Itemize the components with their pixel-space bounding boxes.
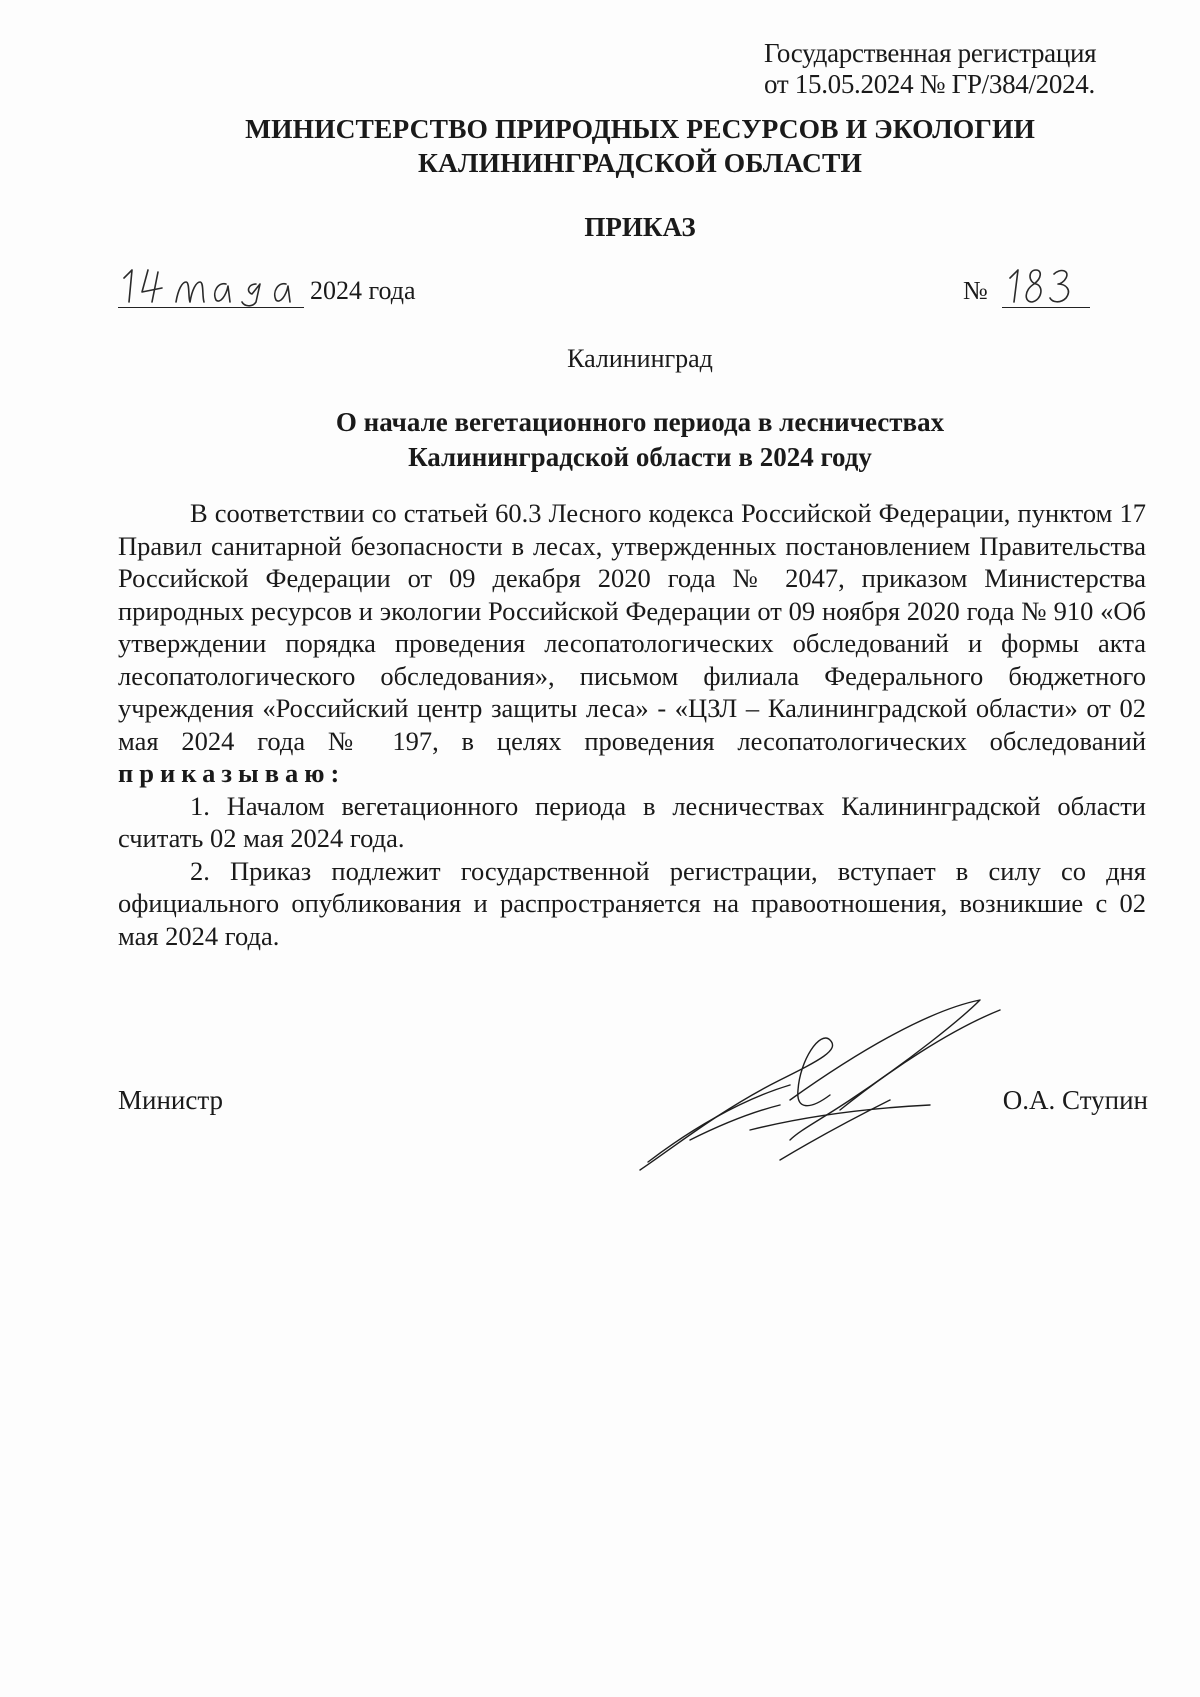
number-sign: № (963, 276, 988, 305)
date-underline (118, 307, 304, 308)
subject-line-1: О начале вегетационного периода в лесничествах (335, 407, 945, 437)
registration-line-1: Государственная регистрация (764, 38, 1097, 68)
number-underline (1002, 307, 1090, 308)
ministry-line-1: МИНИСТЕРСТВО ПРИРОДНЫХ РЕСУРСОВ И ЭКОЛОГИИ (245, 113, 1035, 144)
handwritten-date (118, 262, 308, 308)
date-number-line (118, 262, 1118, 312)
order-subject (0, 405, 1200, 475)
order-item-2: 2. Приказ подлежит государственной регистрации, вступает в силу со дня официального опубликования и распространяется на правоотношения, возникшие с 02 мая 2024 года. (118, 855, 1146, 951)
ministry-name (0, 112, 1200, 180)
subject-line-2: Калининградской области в 2024 году (408, 442, 872, 472)
city-name: Калининград (567, 344, 713, 373)
ministry-line-2: КАЛИНИНГРАДСКОЙ ОБЛАСТИ (418, 147, 862, 178)
order-word: приказываю: (118, 758, 346, 788)
handwritten-number (1002, 262, 1092, 308)
registration-line-2: от 15.05.2024 № ГР/384/2024. (764, 69, 1095, 99)
registration-stamp (764, 38, 1096, 100)
order-body (118, 497, 1146, 952)
document-type: ПРИКАЗ (584, 212, 696, 242)
preamble-paragraph (118, 497, 1146, 790)
signer-position: Министр (118, 1085, 223, 1115)
signer-name: О.А. Ступин (1002, 1085, 1148, 1115)
year-text: 2024 года (310, 276, 416, 305)
order-item-1: 1. Началом вегетационного периода в лесничествах Калининградской области считать 02 мая 2024 года. (118, 790, 1146, 853)
handwritten-signature (630, 990, 1030, 1190)
preamble-text: В соответствии со статьей 60.3 Лесного кодекса Российской Федерации, пунктом 17 Правил санитарной безопасности в лесах, утвержденных постановлением Правительства Российской Федерации от 09 декабря 2020 года № 2047, приказом Министерства природных ресурсов и экологии Российской Федерации от 09 ноября 2020 года № 910 «Об утверждении порядка проведения лесопатологических обследований и формы акта лесопатологического обследования», письмом филиала Федерального бюджетного учреждения «Российский центр защиты леса» - «ЦЗЛ – Калининградской области» от 02 мая 2024 года № 197, в целях проведения лесопатологических обследований (118, 498, 1146, 756)
